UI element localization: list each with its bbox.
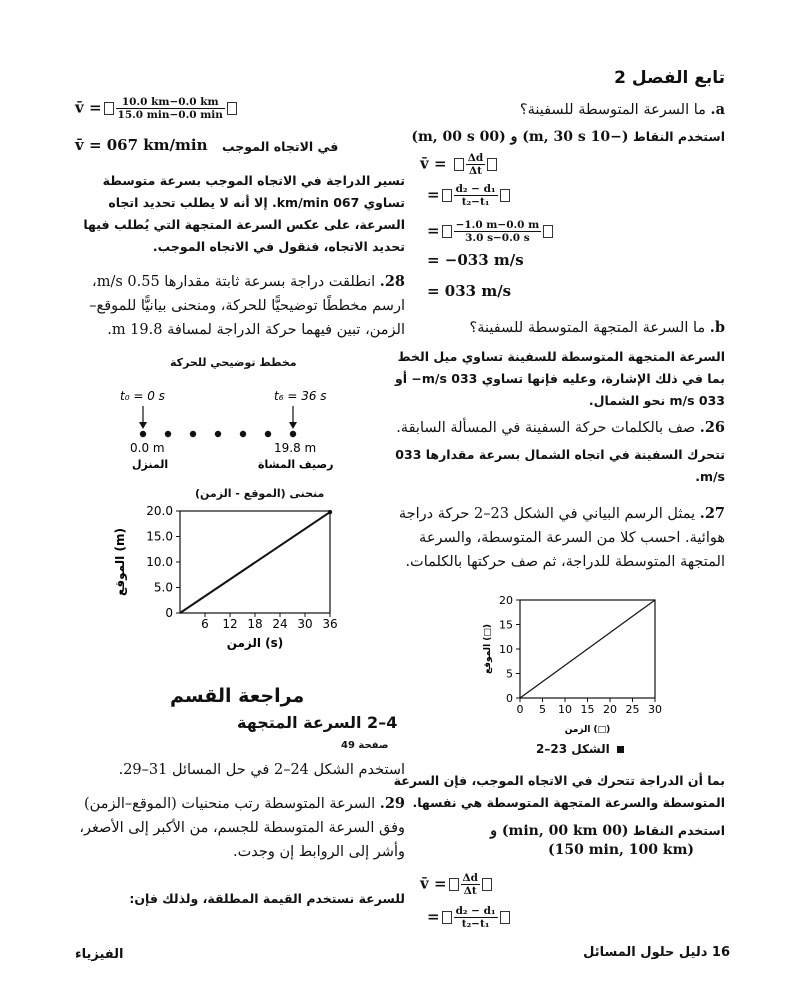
equation-6: v̄ = $\frac{\Delta d}{\Delta t}$ (420, 872, 494, 897)
box-icon (482, 878, 492, 891)
section-review-title: مراجعة القسم (170, 685, 305, 707)
box-icon (104, 102, 114, 115)
question-26-number: 26. (699, 419, 725, 436)
question-a-text: ما السرعة المتوسطة للسفينة؟ (519, 102, 706, 118)
box-icon (227, 102, 237, 115)
x-tick-label: 12 (222, 617, 238, 631)
equation-7-denominator: t₂−t₁ (461, 918, 490, 930)
graph-title: منحنى (الموقع - الزمن) (195, 487, 325, 500)
question-27-answer: بما أن الدراجة تتحرك في الاتجاه الموجب، فإن السرعة المتوسطة والسرعة المتجهة المتوسطة هي نفسها. (393, 773, 725, 810)
question-28-text: انطلقت دراجة بسرعة ثابتة مقدارها 0.55 m/s، ارسم مخططًا توضيحيًّا للحركة، ومنحنى بيانيًّا للموقع– الزمن، تبين فيهما حركة الدراجة لمسافة 19.8 m. (89, 274, 405, 338)
question-27 (380, 502, 725, 574)
motion-dot (290, 431, 296, 437)
y-tick-label: 0 (165, 606, 173, 620)
x-tick-label: 15 (580, 703, 595, 716)
series-line (520, 600, 655, 698)
question-b (405, 316, 725, 340)
x-tick-label: 18 (247, 617, 263, 631)
motion-dot (215, 431, 221, 437)
box-icon (500, 911, 510, 924)
figure-caption-text: الشكل 23–2 (536, 742, 610, 756)
instruction: استخدم الشكل 24–2 في حل المسائل 31–29. (118, 762, 405, 778)
points2-label: استخدم النقاط (632, 823, 725, 838)
x-axis-label: الزمن (□) (564, 725, 611, 735)
equation-2-denominator: t₂−t₁ (461, 196, 490, 208)
equation-3: = $\frac{-1.0 m-0.0 m}{3.0 s-0.0 s}$ (427, 219, 555, 244)
x-tick-label: 10 (558, 703, 572, 716)
motion-diagram-title: مخطط توضيحي للحركة (170, 356, 297, 369)
left-equation-note: في الاتجاه الموجب (222, 139, 339, 154)
box-icon (449, 878, 459, 891)
y-tick-label: 10 (499, 643, 513, 656)
question-26-answer: تتحرك السفينة في اتجاه الشمال بسرعة مقدارها 0⁣33 m/s. (395, 447, 725, 484)
points-line (395, 126, 725, 148)
t6-arrowhead (289, 422, 297, 429)
motion-dot (165, 431, 171, 437)
y-tick-label: 5.0 (153, 580, 173, 595)
caption-square-icon (617, 746, 624, 753)
points-label: استخدم النقاط (632, 129, 725, 144)
x-tick-label: 30 (648, 703, 662, 716)
equation-2: = $\frac{\text{d₂ − d₁}}{\text{t₂−t₁}}$ (427, 183, 512, 208)
box-icon (487, 158, 497, 171)
t0-arrowhead (139, 422, 147, 429)
y-tick-label: 0 (506, 692, 513, 705)
x-tick-label: 6 (201, 617, 209, 631)
x-tick-label: 0 (516, 703, 524, 716)
t0-label: t₀ = 0 s (120, 389, 165, 403)
motion-dot (265, 431, 271, 437)
motion-diagram (110, 382, 340, 477)
series-line (180, 512, 330, 613)
points2a: (0⁣0 min, 0⁣0 km) و (490, 823, 629, 839)
equation-5: = 0⁣33 m/s (427, 282, 512, 300)
y-tick-label: 15 (499, 618, 513, 632)
equation-1-lhs: v̄ = (420, 154, 447, 173)
chapter-header: تابع الفصل 2 (614, 68, 725, 88)
equation-3-denominator: 3.0 s−0.0 s (465, 232, 530, 244)
left-paragraph: تسير الدراجة في الاتجاه الموجب بسرعة متوسطة تساوي 0⁣67 km/min. إلا أنه لا يطلب تحديد اتجاه السرعة، على عكس السرعة المتجهة التي يُطلب فيها تحديد الاتجاه، فنقول في الاتجاه الموجب. (83, 173, 405, 254)
question-29-answer: للسرعة نستخدم القيمة المطلقة، ولذلك فإن: (129, 891, 405, 906)
y-tick-label: 20 (499, 594, 513, 607)
question-b-answer: السرعة المتجهة المتوسطة للسفينة تساوي ميل الخط بما في ذلك الإشارة، وعليه فإنها تساوي 0⁣33 m/s− أو 0⁣33 m/s نحو الشمال. (394, 349, 725, 408)
equation-2-numerator: d₂ − d₁ (455, 183, 496, 195)
equation-6-numerator: Δd (462, 872, 479, 884)
question-29-number: 29. (379, 795, 405, 812)
question-a-label: a. (710, 101, 725, 118)
points2b: (15⁣0 min, 10⁣0 km) (548, 842, 695, 858)
box-icon (543, 225, 553, 238)
left-equation-denominator: 15.0 min−0.0 min (117, 109, 223, 121)
y-tick-label: 5 (506, 667, 513, 681)
start-label: المنزل (132, 458, 169, 471)
question-27-number: 27. (699, 505, 725, 522)
box-icon (454, 158, 464, 171)
question-29 (75, 792, 405, 864)
x-tick-label: 24 (272, 617, 288, 631)
footer-subject: الفيزياء (75, 947, 124, 962)
question-28 (75, 270, 405, 342)
y-tick-label: 20.0 (146, 504, 173, 518)
x-tick-label: 30 (297, 617, 313, 631)
data-point (328, 510, 332, 514)
left-equation-numerator: 10.0 km−0.0 km (116, 96, 225, 109)
y-tick-label: 15.0 (146, 529, 173, 544)
question-27-text: يمثل الرسم البياني في الشكل 23–2 حركة دراجة هوائية. احسب كلا من السرعة المتوسطة، والسرعة المتجهة المتوسطة للدراجة، ثم صف حركتها بالكلمات. (398, 506, 725, 570)
equation-1-numerator: Δd (467, 152, 484, 164)
t6-label: t₆ = 36 s (274, 389, 327, 403)
box-icon (442, 225, 452, 238)
left-equation-result: v̄ = 0⁣67 km/min (75, 136, 208, 154)
figure-23-2-chart (470, 592, 670, 760)
end-position: 19.8 m (274, 441, 317, 455)
equation-1 (420, 152, 499, 177)
left-equation-1: v̄ = $\frac{10.0 km-0.0 km}{15.0 \min-0.0 \min}$ (75, 96, 239, 121)
page-reference: صفحة 49 (341, 740, 389, 751)
points2-line (385, 820, 725, 842)
box-icon (442, 911, 452, 924)
equation-6-denominator: Δt (463, 885, 477, 897)
section-title: 4–2 السرعة المتجهة (237, 713, 398, 732)
question-29-text: السرعة المتوسطة رتب منحنيات (الموقع–الزمن) وفق السرعة المتوسطة للجسم، من الأكبر إلى الأصغر، وأشر إلى الروابط إن وجدت. (79, 796, 405, 860)
points-values: (−1⁣0 m, 3⁣0 s) و (0⁣0 m, 0⁣0 s) (411, 129, 629, 145)
equation-7: = $\frac{\text{d₂ − d₁}}{\text{t₂−t₁}}$ (427, 905, 512, 930)
motion-dot (190, 431, 196, 437)
equation-3-numerator: −1.0 m−0.0 m (455, 219, 540, 231)
question-b-text: ما السرعة المتجهة المتوسطة للسفينة؟ (469, 320, 706, 336)
motion-dot (140, 431, 146, 437)
box-icon (442, 189, 452, 202)
start-position: 0.0 m (130, 441, 165, 455)
question-a (405, 98, 725, 122)
equation-1-denominator: Δt (469, 165, 482, 177)
question-28-number: 28. (379, 273, 405, 290)
position-time-chart (110, 500, 350, 660)
equation-7-numerator: d₂ − d₁ (455, 905, 496, 917)
x-tick-label: 36 (322, 617, 338, 631)
y-axis-label: الموقع (m) (113, 528, 127, 596)
question-b-label: b. (709, 319, 725, 336)
equation-4: = −0⁣33 m/s (427, 251, 524, 269)
figure-caption (536, 742, 624, 756)
x-tick-label: 20 (603, 703, 617, 716)
footer-page: 16 دليل حلول المسائل (583, 945, 730, 960)
question-26 (385, 416, 725, 440)
box-icon (500, 189, 510, 202)
x-axis-label: الزمن (s) (226, 636, 284, 650)
y-tick-label: 10.0 (146, 555, 173, 569)
x-tick-label: 25 (625, 703, 640, 716)
x-tick-label: 5 (539, 703, 546, 716)
motion-dot (240, 431, 246, 437)
end-label: رصيف المشاة (258, 458, 334, 471)
y-axis-label: الموقع (□) (483, 623, 493, 675)
question-26-text: صف بالكلمات حركة السفينة في المسألة السابقة. (396, 420, 696, 436)
